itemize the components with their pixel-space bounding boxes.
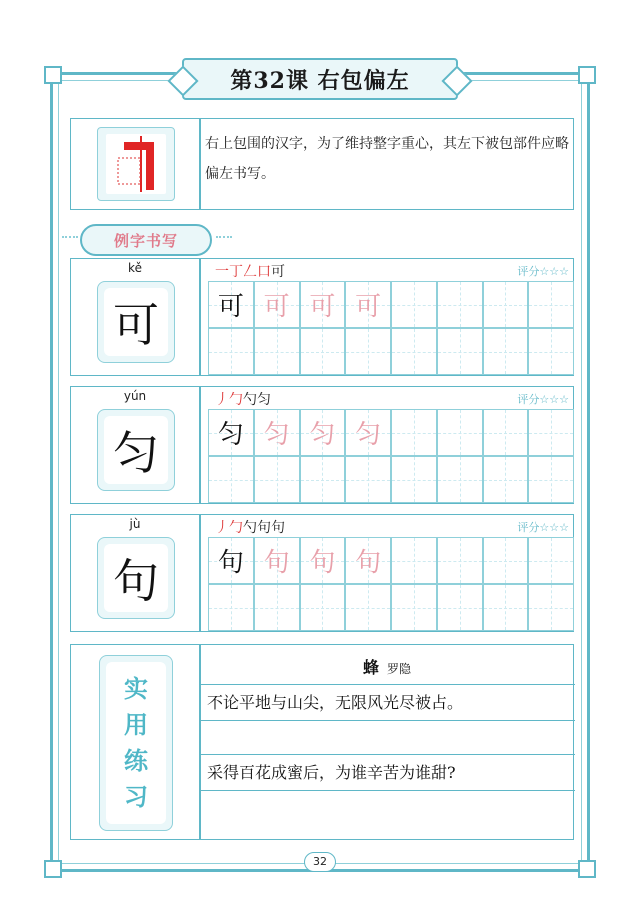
practice-panel: [70, 644, 574, 840]
rule-icon-card: [97, 127, 175, 201]
practice-label-char: 习: [124, 783, 148, 811]
model-char: 句: [104, 544, 168, 612]
section-label: 例字书写: [80, 224, 212, 256]
stroke-order: 一丁𠃋口可: [215, 264, 285, 280]
poem-line-2: 采得百花成蜜后，为谁辛苦为谁甜?: [199, 755, 575, 791]
model-char-card: [97, 281, 175, 363]
model-char: 匀: [104, 416, 168, 484]
stroke-order: 丿勹勺匀: [215, 392, 271, 408]
corner-ornament: [578, 66, 596, 84]
practice-label-char: 实: [124, 675, 148, 703]
stroke-order: 丿勹勺句句: [215, 520, 285, 536]
corner-ornament: [44, 66, 62, 84]
writing-line[interactable]: [199, 721, 575, 755]
practice-label-char: 用: [124, 711, 148, 739]
rating-stars[interactable]: 评分☆☆☆: [517, 521, 569, 534]
practice-label-char: 练: [124, 747, 148, 775]
poem-author: 罗隐: [387, 662, 412, 676]
rule-text: 右上包围的汉字，为了维持整字重心，其左下被包部件应略偏左书写。: [205, 136, 569, 182]
corner-ornament: [44, 860, 62, 878]
pinyin-label: yún: [123, 389, 147, 403]
corner-ornament: [578, 860, 596, 878]
right-top-enclosure-icon: [106, 134, 166, 194]
page-number: 32: [304, 852, 336, 872]
pinyin-label: kě: [128, 261, 142, 275]
writing-grid: 可 可 可 可: [208, 281, 574, 375]
pinyin-label: jù: [129, 517, 141, 531]
char-panel-ju: [70, 514, 574, 632]
lesson-title: 第32课 右包偏左: [182, 58, 458, 100]
writing-grid: 句 句 句 句: [208, 537, 574, 631]
poem-line-1: 不论平地与山尖，无限风光尽被占。: [199, 685, 575, 721]
rating-stars[interactable]: 评分☆☆☆: [517, 265, 569, 278]
model-char-card: [97, 537, 175, 619]
model-char: 可: [104, 288, 168, 356]
model-char-card: [97, 409, 175, 491]
writing-grid: 匀 匀 匀 匀: [208, 409, 574, 503]
writing-line[interactable]: [199, 791, 575, 825]
char-panel-ke: [70, 258, 574, 376]
poem-title-row: [199, 655, 575, 685]
practice-label-card: [99, 655, 173, 831]
char-panel-yun: [70, 386, 574, 504]
poem-title: 蜂: [362, 658, 379, 677]
rating-stars[interactable]: 评分☆☆☆: [517, 393, 569, 406]
rule-panel: [70, 118, 574, 210]
